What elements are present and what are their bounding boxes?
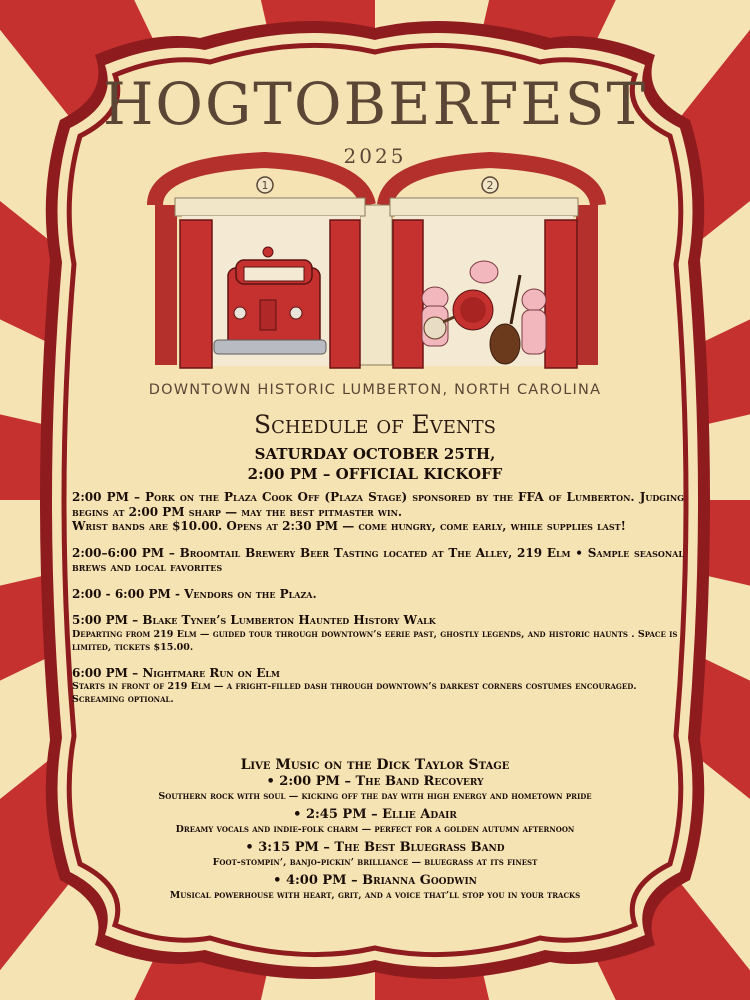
music-lineup xyxy=(60,756,690,906)
event-headline: 2:00–6:00 PM – Broomtail Brewery Beer Tasting located at The Alley, 219 Elm • Sample seasonal brews and local favorites xyxy=(72,545,684,574)
event-list xyxy=(72,490,684,718)
event-headline: 6:00 PM – Nightmare Run on Elm xyxy=(72,665,280,680)
event-headline: 5:00 PM – Blake Tyner’s Lumberton Haunted History Walk xyxy=(72,613,436,627)
door-number-2: 2 xyxy=(486,179,494,192)
event-item xyxy=(72,666,684,707)
event-headline: 2:00 - 6:00 PM - Vendors on the Plaza. xyxy=(72,586,317,601)
festival-title: HOGTOBERFEST xyxy=(102,70,648,138)
event-item xyxy=(72,613,684,654)
day-date: SATURDAY OCTOBER 25TH, xyxy=(254,445,496,463)
music-heading: Live Music on the Dick Taylor Stage xyxy=(240,757,510,773)
music-act-description: Foot-stompin’, banjo-pickin’ brilliance — bluegrass at its finest xyxy=(212,857,538,868)
location-line: DOWNTOWN HISTORIC LUMBERTON, NORTH CAROLINA xyxy=(148,382,602,398)
door-number-1: 1 xyxy=(261,179,269,192)
day-header xyxy=(0,444,750,484)
music-act-description: Dreamy vocals and indie-folk charm — perfect for a golden autumn afternoon xyxy=(175,824,575,835)
event-detail: Wrist bands are $10.00. Opens at 2:30 PM — come hungry, come early, while supplies last! xyxy=(72,519,626,533)
event-detail: Departing from 219 Elm — guided tour through downtown’s eerie past, ghostly legends, and historic haunts . Space is limited, tickets $15.00. xyxy=(72,628,678,653)
event-item xyxy=(72,490,684,534)
festival-year: 2025 xyxy=(343,144,407,168)
kickoff-time: 2:00 PM – OFFICIAL KICKOFF xyxy=(247,465,503,483)
event-headline: 2:00 PM – Pork on the Plaza Cook Off (Plaza Stage) sponsored by the FFA of Lumberton. Judging begins at 2:00 PM sharp — may the best pitmaster win. xyxy=(72,490,684,519)
music-act: • 4:00 PM – Brianna Goodwin xyxy=(273,873,477,888)
event-item xyxy=(72,546,684,575)
music-act-description: Musical powerhouse with heart, grit, and a voice that’ll stop you in your tracks xyxy=(169,890,581,901)
event-detail: Starts in front of 219 Elm — a fright-filled dash through downtown’s darkest corners costumes encouraged. Screaming optional. xyxy=(72,681,637,705)
music-act: • 3:15 PM – The Best Bluegrass Band xyxy=(245,840,505,855)
music-act: • 2:45 PM – Ellie Adair xyxy=(293,807,457,822)
music-act-description: Southern rock with soul — kicking off the day with high energy and hometown pride xyxy=(158,791,592,802)
schedule-heading: Schedule of Events xyxy=(253,410,497,439)
music-act: • 2:00 PM – The Band Recovery xyxy=(266,774,484,789)
event-item xyxy=(72,587,684,602)
